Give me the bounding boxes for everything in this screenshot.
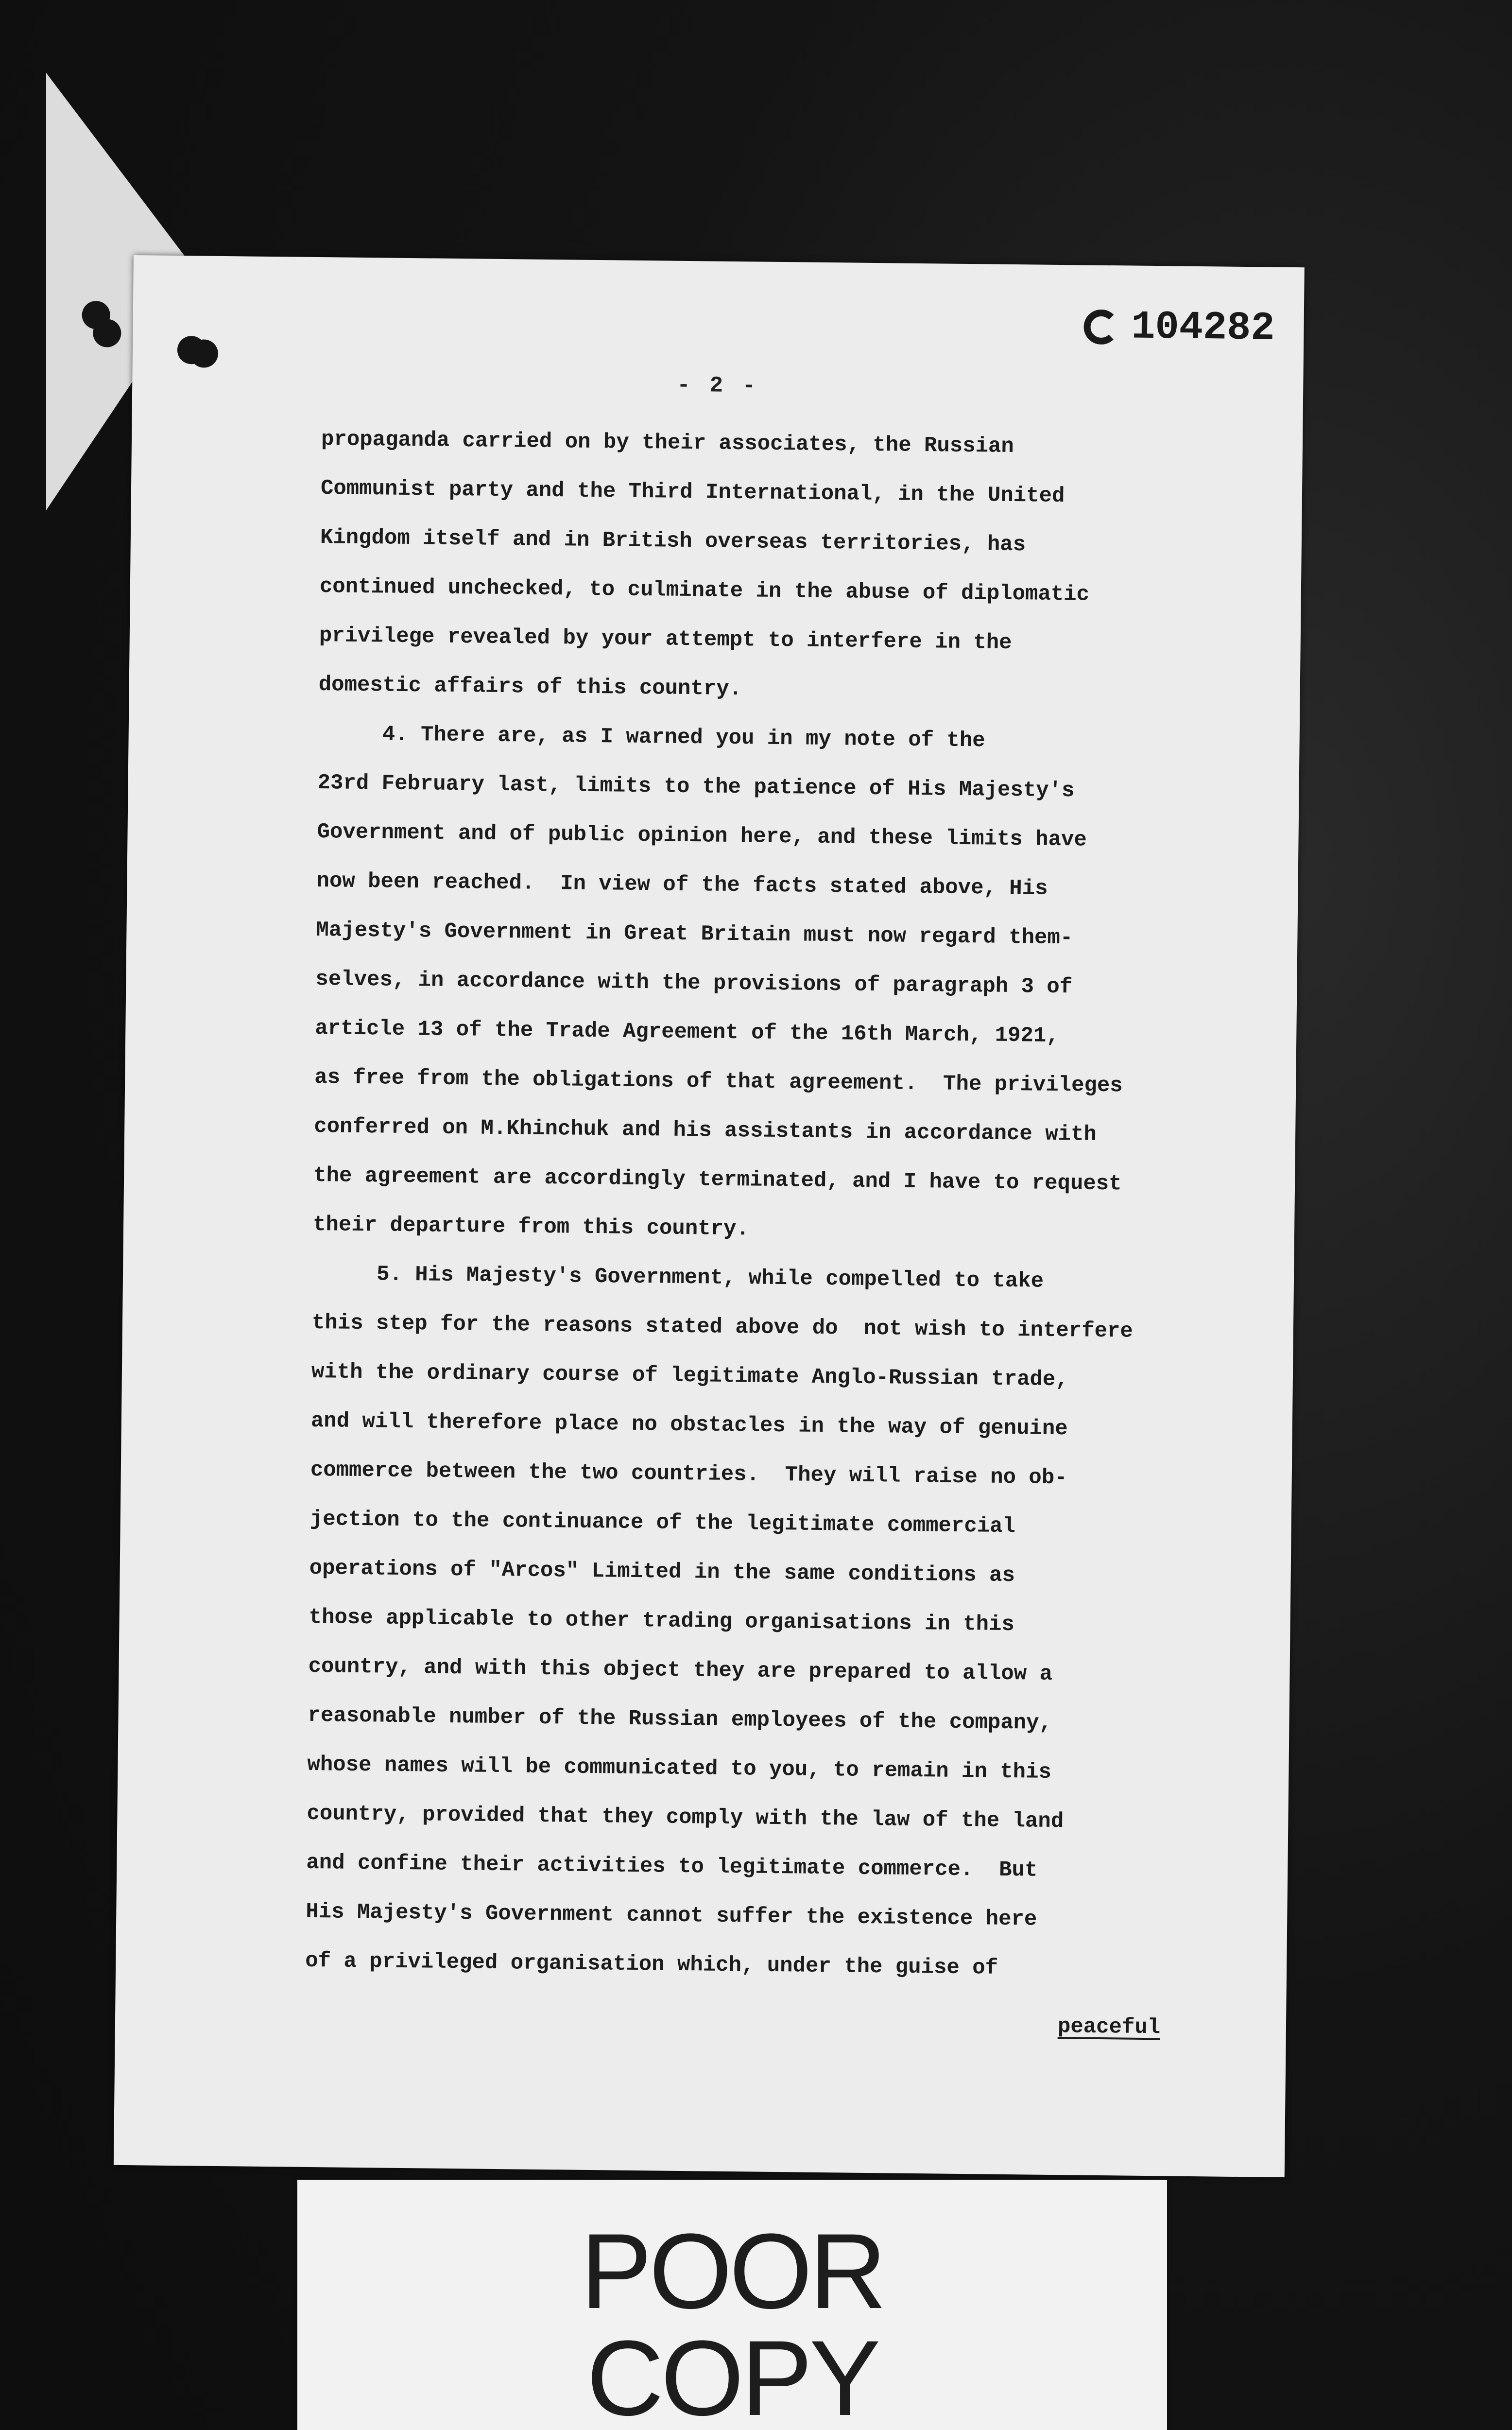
text-line: operations of "Arcos" Limited in the same conditions as <box>309 1556 1015 1588</box>
text-line: reasonable number of the Russian employees of the company, <box>308 1703 1052 1736</box>
text-line: with the ordinary course of legitimate Anglo-Russian trade, <box>311 1359 1068 1392</box>
text-line: article 13 of the Trade Agreement of the 16th March, 1921, <box>315 1016 1059 1049</box>
text-line: propaganda carried on by their associates, the Russian <box>321 427 1014 459</box>
poor-copy-card <box>297 2180 1167 2430</box>
text-line: commerce between the two countries. They will raise no ob- <box>310 1458 1067 1491</box>
poor-copy-line: COPY <box>586 2318 878 2430</box>
text-line: those applicable to other trading organisations in this <box>309 1605 1015 1637</box>
page-number: - 2 - <box>676 372 759 399</box>
text-line: Communist party and the Third International, in the United <box>320 476 1065 509</box>
text-line: country, and with this object they are prepared to allow a <box>308 1654 1053 1686</box>
text-line: privilege revealed by your attempt to interfere in the <box>319 624 1012 655</box>
text-line: Government and of public opinion here, and these limits have <box>317 820 1087 852</box>
archive-stamp <box>1083 304 1275 351</box>
text-line: continued unchecked, to culminate in the abuse of diplomatic <box>319 574 1090 607</box>
poor-copy-line: POOR <box>581 2211 884 2331</box>
text-line: selves, in accordance with the provisions of paragraph 3 of <box>315 967 1073 1000</box>
stamp-c-mark <box>1083 309 1119 345</box>
text-line: 5. His Majesty's Government, while compelled to take <box>312 1261 1044 1294</box>
text-line: 4. There are, as I warned you in my note of the <box>318 722 985 753</box>
text-line: domestic affairs of this country. <box>318 673 742 702</box>
document-page <box>114 255 1305 2177</box>
text-line: and confine their activities to legitimate commerce. But <box>306 1850 1038 1883</box>
text-line: their departure from this country. <box>312 1212 750 1242</box>
text-line: His Majesty's Government cannot suffer the existence here <box>306 1899 1037 1932</box>
text-line: this step for the reasons stated above do not wish to interfere <box>311 1310 1134 1344</box>
text-line: Kingdom itself and in British overseas territories, has <box>320 525 1026 557</box>
catchword: peaceful <box>1057 2014 1161 2040</box>
text-line: Majesty's Government in Great Britain must now regard them- <box>316 918 1073 951</box>
text-line: of a privileged organisation which, under the guise of <box>305 1948 998 1980</box>
text-line: conferred on M.Khinchuk and his assistants in accordance with <box>313 1114 1097 1147</box>
text-line: country, provided that they comply with the law of the land <box>307 1801 1064 1834</box>
punch-hole <box>93 319 121 347</box>
text-line: now been reached. In view of the facts stated above, His <box>316 869 1048 901</box>
document-body <box>305 415 1293 1996</box>
text-line: 23rd February last, limits to the patience of His Majesty's <box>317 771 1075 803</box>
stamp-number: 104282 <box>1131 304 1275 351</box>
text-line: and will therefore place no obstacles in the way of genuine <box>310 1408 1068 1441</box>
text-line: the agreement are accordingly terminated, and I have to request <box>313 1163 1122 1197</box>
text-line: whose names will be communicated to you, to remain in this <box>307 1752 1052 1785</box>
text-line: as free from the obligations of that agreement. The privileges <box>314 1065 1123 1098</box>
punch-hole <box>190 339 219 368</box>
text-line: jection to the continuance of the legitimate commercial <box>309 1507 1016 1539</box>
